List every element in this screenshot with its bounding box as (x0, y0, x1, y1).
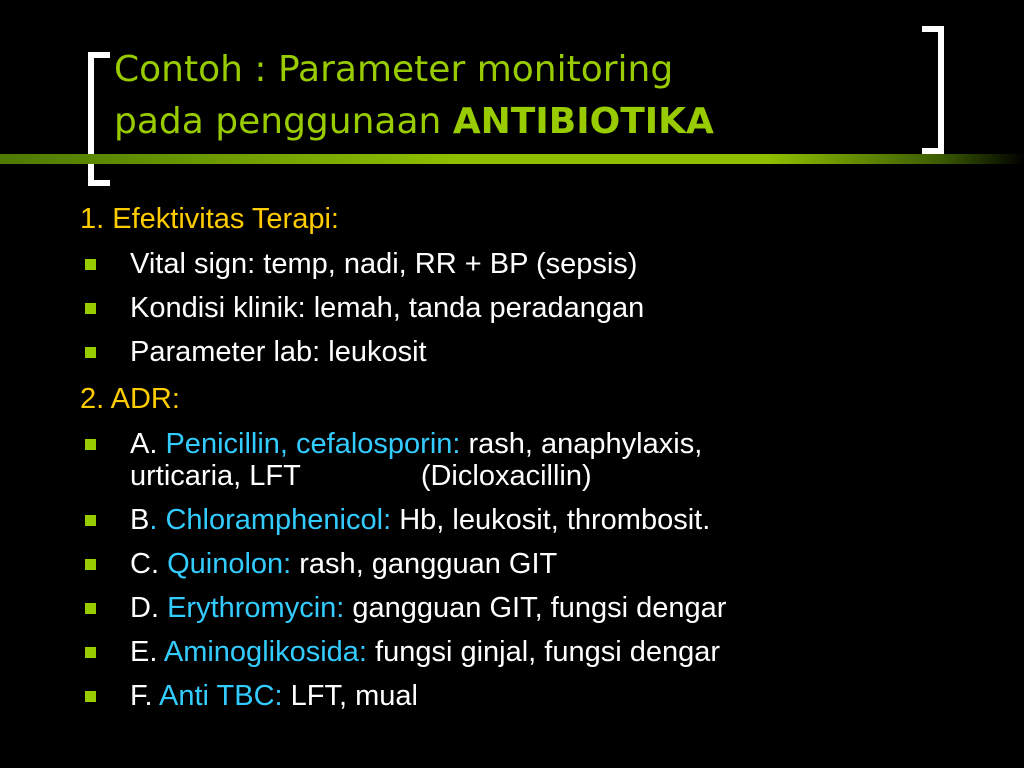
slide-title (114, 44, 914, 148)
bullet-square-icon (85, 691, 96, 702)
bullet-square-icon (85, 259, 96, 270)
section-heading-adr: 2. ADR: (80, 383, 180, 415)
item-effect: LFT, mual (282, 680, 418, 712)
item-text: Kondisi klinik: lemah, tanda peradangan (130, 292, 645, 324)
item-note: (Dicloxacillin) (420, 460, 592, 492)
item-effect: gangguan GIT, fungsi dengar (344, 592, 727, 624)
item-text: Parameter lab: leukosit (130, 336, 427, 368)
title-emphasis: ANTIBIOTIKA (452, 101, 714, 142)
item-prefix: F. (130, 680, 160, 712)
list-item (80, 542, 960, 586)
drug-name: Erythromycin: (167, 592, 345, 624)
right-bracket-decoration (922, 26, 944, 154)
item-prefix: A. (130, 428, 166, 460)
list-item (80, 498, 960, 542)
drug-name: Aminoglikosida: (163, 636, 367, 668)
section-heading-efektivitas: 1. Efektivitas Terapi: (80, 203, 339, 235)
left-bracket-decoration (88, 52, 110, 186)
bullet-square-icon (85, 559, 96, 570)
bullet-square-icon (85, 515, 96, 526)
drug-name: Quinolon: (167, 548, 292, 580)
drug-name: . Chloramphenicol: (149, 504, 392, 536)
item-prefix: E. (130, 636, 164, 668)
drug-name: Anti TBC: (159, 680, 283, 712)
item-effect: fungsi ginjal, fungsi dengar (366, 636, 721, 668)
bullet-square-icon (85, 603, 96, 614)
title-line-2-prefix: pada penggunaan (114, 101, 453, 142)
item-prefix: B (130, 504, 150, 536)
item-effect: Hb, leukosit, thrombosit. (391, 504, 711, 536)
title-line-1: Contoh : Parameter monitoring (114, 49, 674, 90)
efektivitas-list (80, 242, 960, 374)
title-underline-bar (0, 154, 1024, 164)
bullet-square-icon (85, 439, 96, 450)
list-item (80, 630, 960, 674)
list-item (80, 586, 960, 630)
item-prefix: C. (130, 548, 168, 580)
list-item (80, 674, 960, 718)
list-item (80, 330, 960, 374)
list-item (80, 242, 960, 286)
item-effect: rash, gangguan GIT (291, 548, 558, 580)
item-effect: rash, anaphylaxis, (460, 428, 703, 460)
bullet-square-icon (85, 303, 96, 314)
adr-list (80, 422, 960, 718)
list-item (80, 422, 960, 498)
bullet-square-icon (85, 347, 96, 358)
list-item (80, 286, 960, 330)
item-text: Vital sign: temp, nadi, RR + BP (sepsis) (130, 248, 638, 280)
drug-name: Penicillin, cefalosporin: (165, 428, 461, 460)
item-effect-continued: urticaria, LFT (130, 460, 301, 492)
title-line-2 (114, 96, 914, 148)
item-prefix: D. (130, 592, 168, 624)
bullet-square-icon (85, 647, 96, 658)
slide-body (80, 196, 960, 718)
